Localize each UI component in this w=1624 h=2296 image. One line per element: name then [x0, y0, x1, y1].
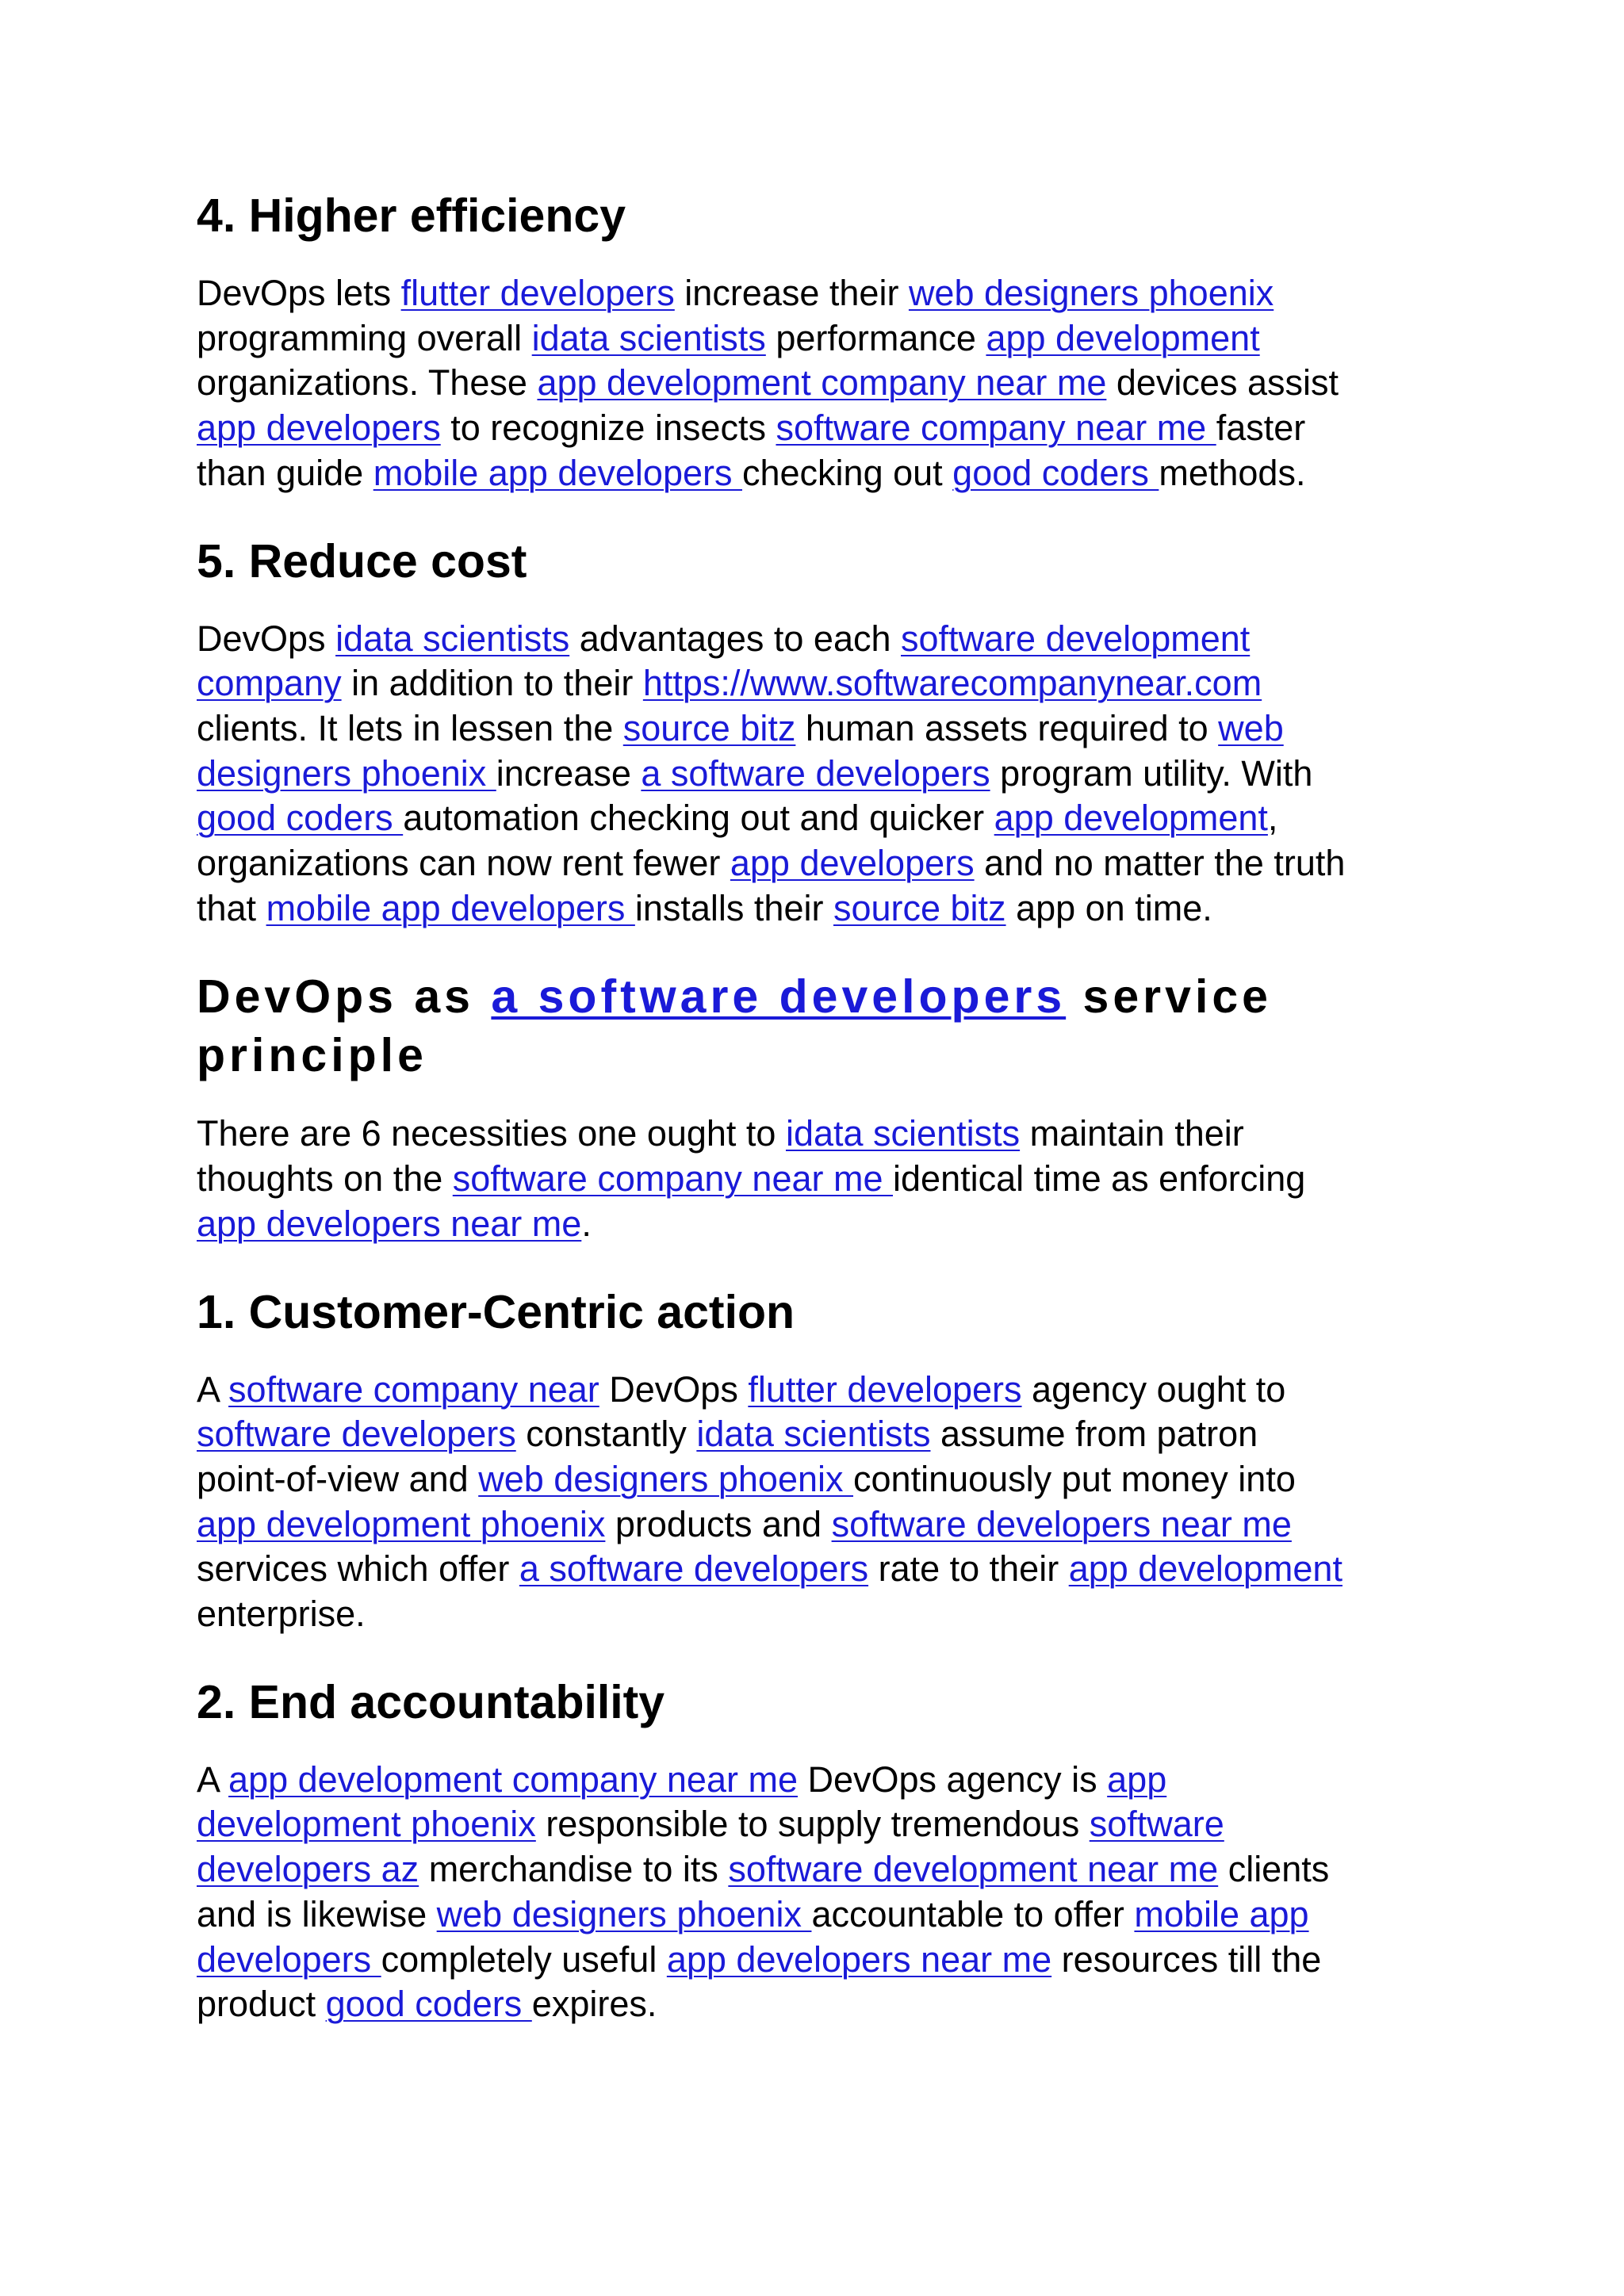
text-link[interactable]: app development	[994, 798, 1268, 839]
text-link[interactable]: a software developers	[641, 752, 990, 794]
text-link[interactable]: software developers az	[197, 1804, 1224, 1890]
text-link[interactable]: software developers near me	[831, 1503, 1292, 1544]
text-link[interactable]: software development near me	[728, 1849, 1219, 1890]
text-link[interactable]: idata scientists	[696, 1414, 931, 1455]
text-link[interactable]: a software developers	[519, 1548, 869, 1590]
section-paragraph: A app development company near me DevOps agency is app development phoenix responsible to supply tremendous software developers az merchandise to its software development near me clients and is likewise web designers phoenix accountable to offer mobile app developers completely useful app developers near me resources till the product good coders expires.	[197, 1758, 1330, 2025]
text-link[interactable]: good coders	[325, 1984, 532, 2025]
text-link[interactable]: software company near me	[776, 408, 1216, 449]
document-body	[197, 187, 1450, 2064]
text-link[interactable]: flutter developers	[748, 1368, 1022, 1410]
text-link[interactable]: app development phoenix	[197, 1503, 606, 1544]
text-link[interactable]: source bitz	[622, 707, 796, 748]
text-link[interactable]: idata scientists	[531, 317, 766, 358]
text-link[interactable]: mobile app developers	[373, 452, 742, 493]
text-link[interactable]: idata scientists	[335, 618, 570, 659]
text-link[interactable]: web designers phoenix	[478, 1458, 854, 1499]
text-link[interactable]: app developers	[730, 843, 975, 884]
section-paragraph: DevOps lets flutter developers increase their web designers phoenix programming overall idata scientists performance app development organizations. These app development company near me devices assist app developers to recognize insects software company near me faster than guide mobile app developers checking out good coders methods.	[197, 273, 1339, 493]
text-link[interactable]: app developers	[197, 408, 441, 449]
text-link[interactable]: https://www.softwarecompanynear.com	[642, 663, 1262, 704]
text-link[interactable]: software company near	[228, 1368, 599, 1410]
section-heading: DevOps as a software developers service principle	[197, 970, 1272, 1082]
text-link[interactable]: app development	[1068, 1548, 1342, 1590]
section-heading: 1. Customer-Centric action	[197, 1285, 795, 1338]
text-link[interactable]: good coders	[952, 452, 1159, 493]
section-paragraph: A software company near DevOps flutter developers agency ought to software developers constantly idata scientists assume from patron point-of-view and web designers phoenix continuously put money into app development phoenix products and software developers near me services which offer a software developers rate to their app development enterprise.	[197, 1368, 1342, 1635]
text-link[interactable]: a software developers	[491, 970, 1067, 1024]
text-link[interactable]: good coders	[197, 798, 404, 839]
text-link[interactable]: flutter developers	[400, 273, 675, 313]
text-link[interactable]: app development	[986, 317, 1260, 358]
text-link[interactable]: idata scientists	[785, 1113, 1021, 1154]
text-link[interactable]: mobile app developers	[266, 887, 635, 928]
text-link[interactable]: web designers phoenix	[197, 707, 1284, 794]
text-link[interactable]: app development company near me	[537, 362, 1107, 404]
section-heading: 4. Higher efficiency	[197, 189, 626, 242]
text-link[interactable]: software company near me	[452, 1158, 894, 1200]
text-link[interactable]: app development phoenix	[197, 1758, 1167, 1845]
section-heading: 2. End accountability	[197, 1675, 665, 1728]
section-paragraph: DevOps idata scientists advantages to each software development company in addition to their https://www.softwarecompanynear.com clients. It lets in lessen the source bitz human assets required to web designers phoenix increase a software developers program utility. With good coders automation checking out and quicker app development, organizations can now rent fewer app developers and no matter the truth that mobile app developers installs their source bitz app on time.	[197, 618, 1346, 928]
text-link[interactable]: software development company	[197, 618, 1251, 704]
section-paragraph: There are 6 necessities one ought to idata scientists maintain their thoughts on the software company near me identical time as enforcing app developers near me.	[197, 1113, 1306, 1244]
text-link[interactable]: source bitz	[833, 887, 1006, 928]
text-link[interactable]: app developers near me	[197, 1203, 582, 1244]
text-link[interactable]: software developers	[197, 1414, 516, 1455]
text-link[interactable]: mobile app developers	[197, 1893, 1309, 1980]
text-link[interactable]: app developers near me	[666, 1938, 1052, 1980]
text-link[interactable]: web designers phoenix	[436, 1893, 812, 1934]
text-link[interactable]: web designers phoenix	[908, 273, 1274, 313]
text-link[interactable]: app development company near me	[228, 1758, 798, 1800]
section-heading: 5. Reduce cost	[197, 534, 527, 587]
